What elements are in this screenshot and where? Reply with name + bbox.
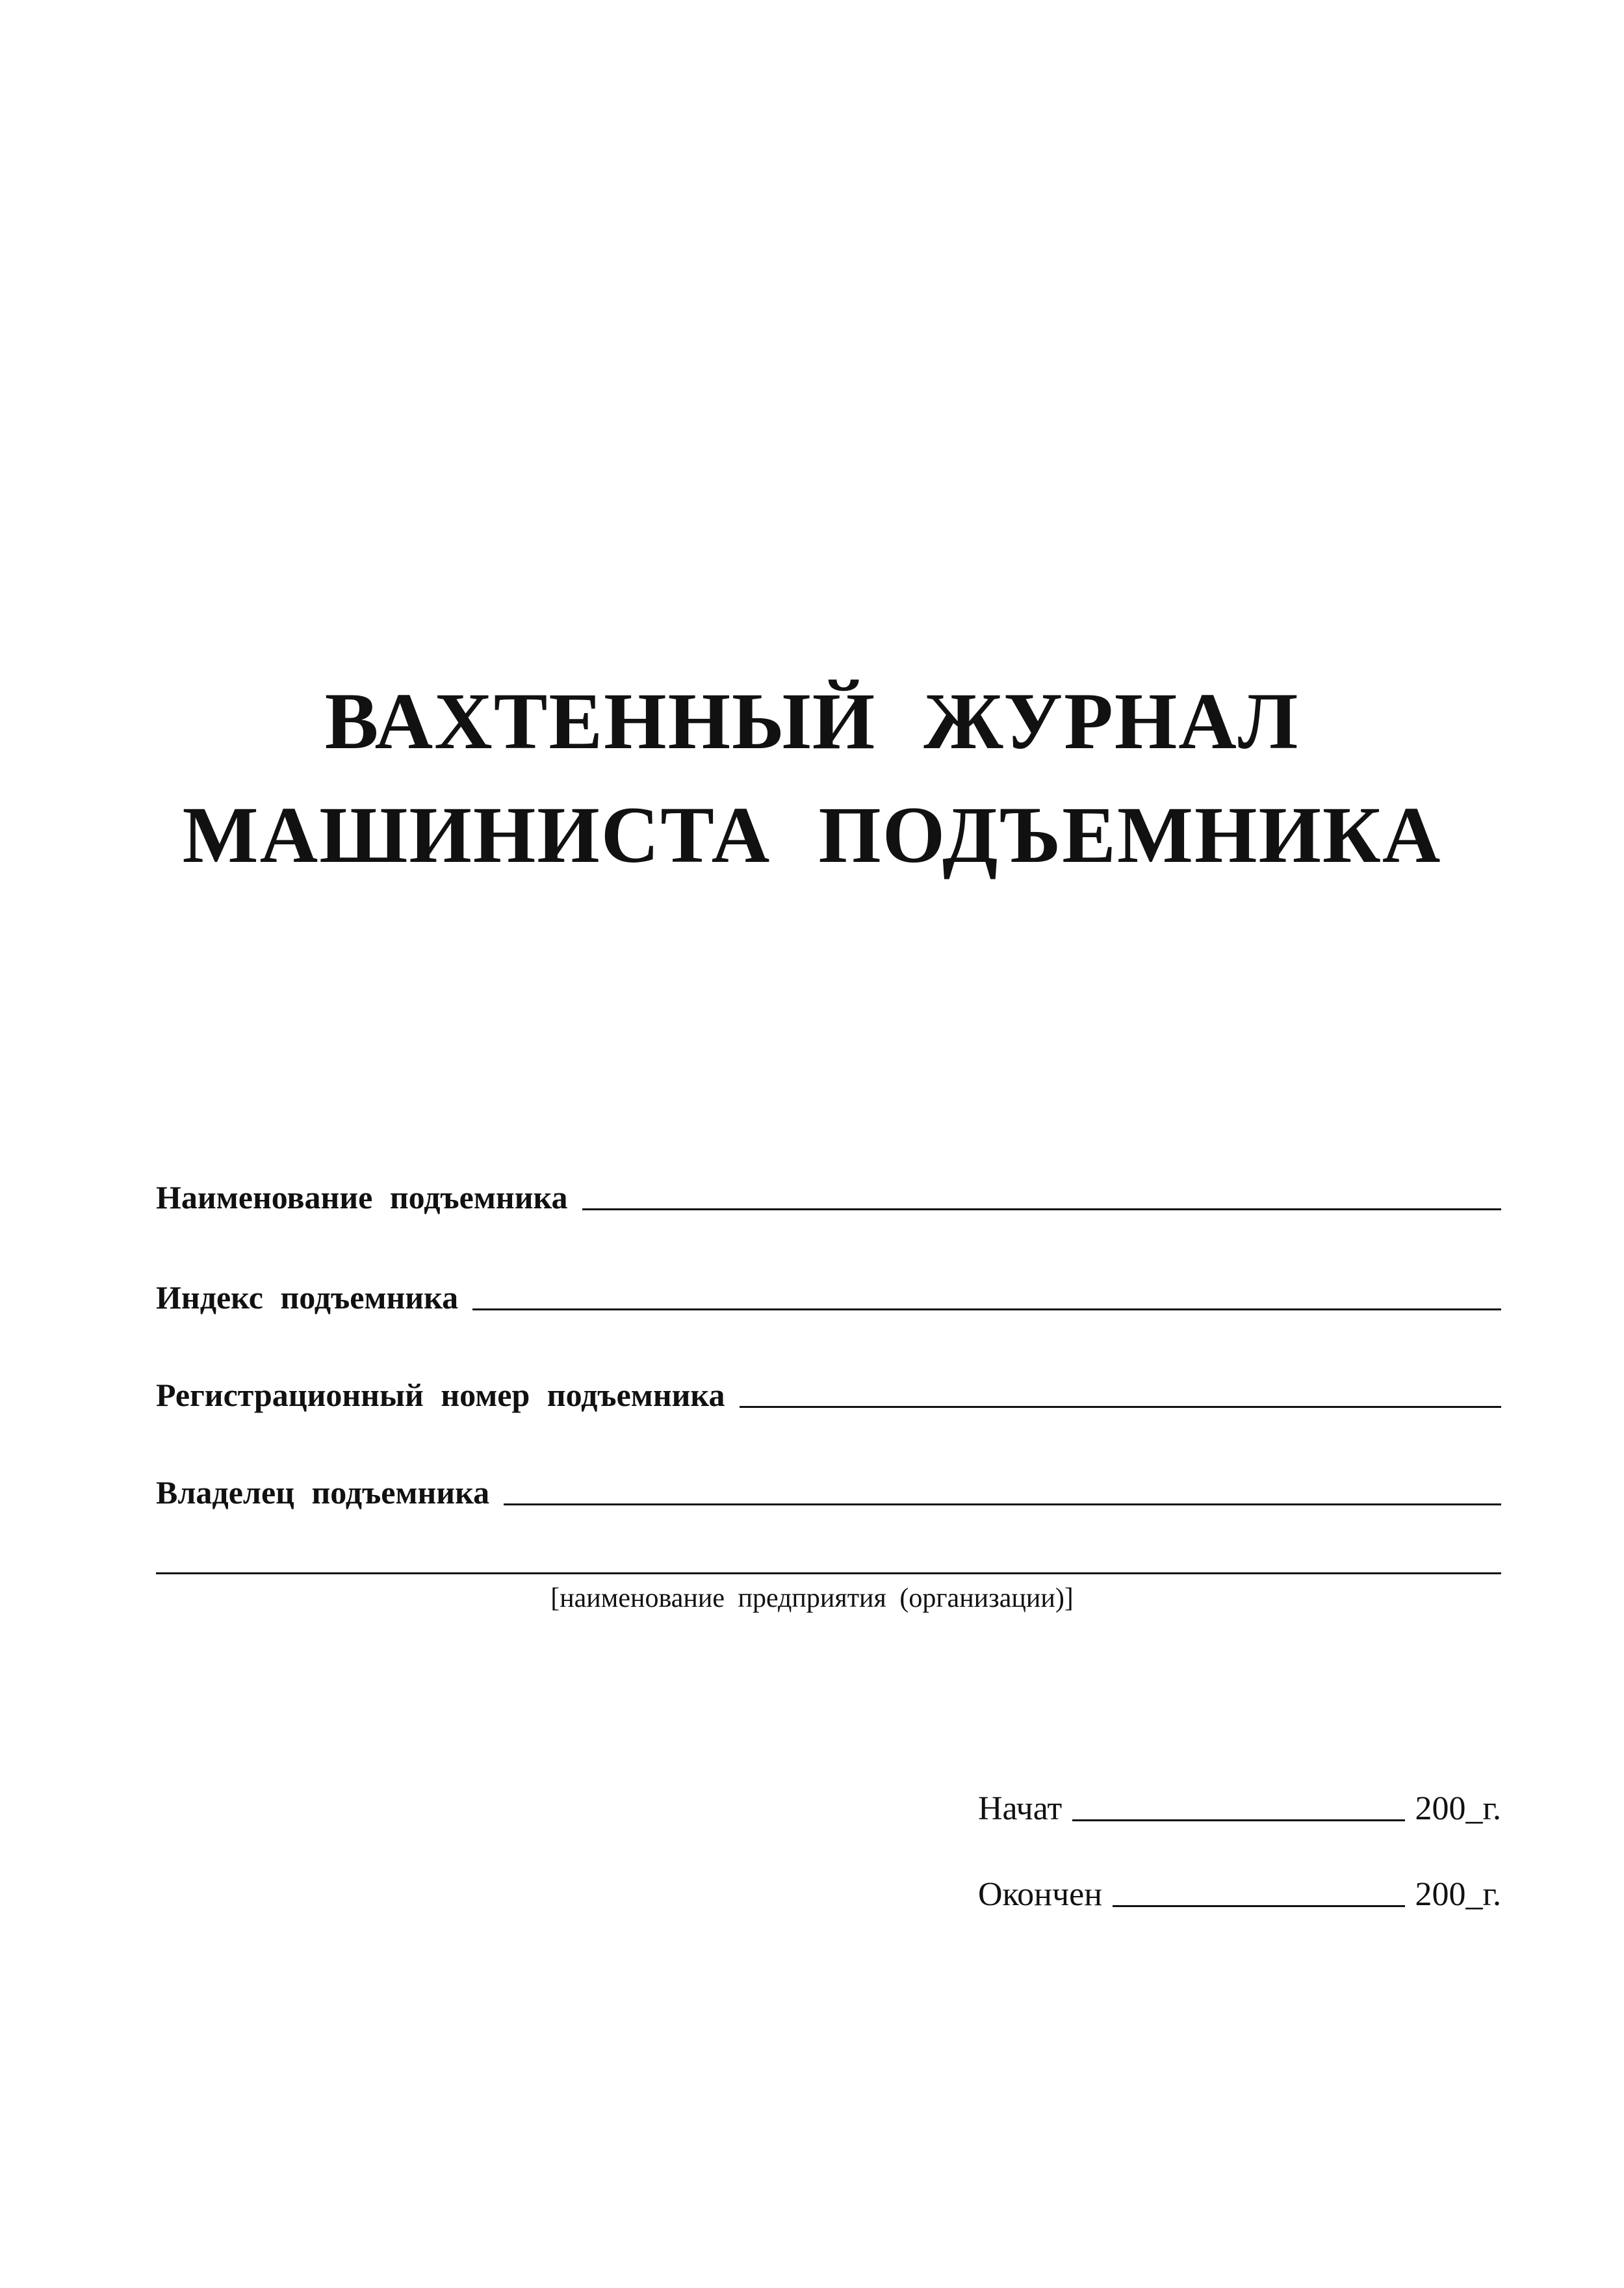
finished-date-blank[interactable] <box>1113 1904 1404 1907</box>
registration-number-blank[interactable] <box>740 1405 1502 1408</box>
lift-owner-field[interactable] <box>156 1473 1501 1512</box>
started-year: 200_г. <box>1415 1790 1501 1827</box>
finished-label: Окончен <box>978 1876 1103 1913</box>
started-date-blank[interactable] <box>1072 1819 1404 1821</box>
registration-number-field[interactable] <box>156 1375 1501 1414</box>
lift-index-blank[interactable] <box>472 1308 1501 1310</box>
lift-name-label: Наименование подъемника <box>156 1179 568 1216</box>
title-line-1: ВАХТЕННЫЙ ЖУРНАЛ <box>324 677 1300 766</box>
lift-index-label: Индекс подъемника <box>156 1279 459 1316</box>
organization-caption: [наименование предприятия (организации)] <box>550 1583 1074 1613</box>
finished-year: 200_г. <box>1415 1876 1501 1913</box>
lift-name-blank[interactable] <box>582 1208 1501 1210</box>
lift-owner-blank[interactable] <box>504 1503 1501 1505</box>
title-line-2: МАШИНИСТА ПОДЪЕМНИКА <box>182 790 1442 879</box>
lift-name-field[interactable] <box>156 1178 1501 1217</box>
organization-name-blank[interactable] <box>156 1572 1501 1574</box>
finished-date-field[interactable] <box>978 1875 1501 1915</box>
started-date-field[interactable] <box>978 1789 1501 1829</box>
started-label: Начат <box>978 1790 1063 1827</box>
registration-number-label: Регистрационный номер подъемника <box>156 1377 725 1413</box>
lift-owner-label: Владелец подъемника <box>156 1474 490 1511</box>
lift-index-field[interactable] <box>156 1278 1501 1317</box>
